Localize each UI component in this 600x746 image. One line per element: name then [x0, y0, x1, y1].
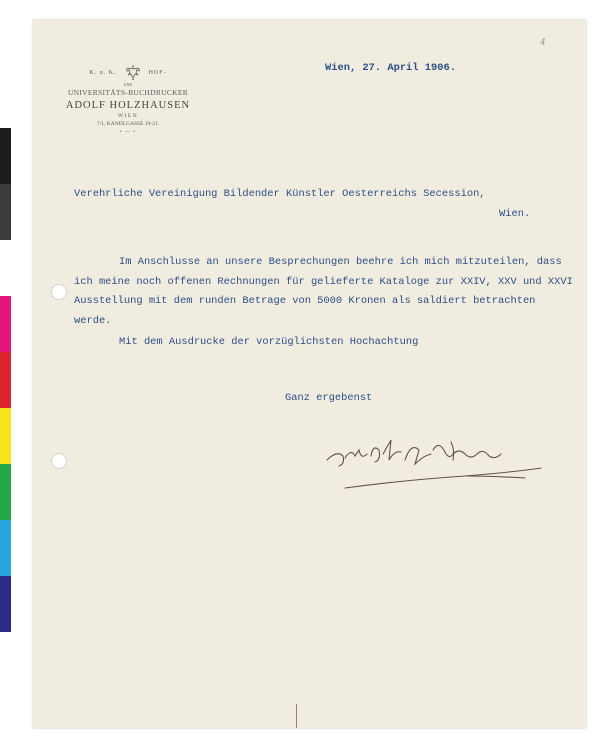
letterhead-ornament: • — • — [119, 130, 136, 135]
calibration-swatch — [0, 464, 11, 520]
paper-crease-mark — [295, 704, 298, 728]
color-calibration-strip — [0, 128, 11, 632]
body-line: ich meine noch offenen Rechnungen für gelieferte Kataloge zur XXIV, XXV und XXVI — [74, 276, 573, 288]
calibration-swatch — [0, 296, 11, 352]
letter-sheet — [33, 20, 586, 728]
pencil-annotation: 4 — [540, 38, 546, 48]
letterhead-city: WIEN — [117, 113, 139, 119]
double-eagle-crest-icon — [125, 64, 141, 81]
body-line: werde. — [74, 315, 112, 327]
calibration-swatch — [0, 128, 11, 184]
letterhead-address: 7/1, KANDLGASSE 19-21. — [96, 121, 160, 127]
handwritten-signature — [315, 420, 545, 492]
letter-date: Wien, 27. April 1906. — [325, 62, 456, 74]
body-line: Im Anschlusse an unsere Besprechungen beehre ich mich mitzuteilen, dass — [119, 256, 562, 268]
letterhead — [53, 64, 203, 135]
punch-hole-top — [51, 284, 67, 300]
letterhead-und: UND — [123, 82, 133, 87]
addressee: Verehrliche Vereinigung Bildender Künstler Oesterreichs Secession, — [74, 188, 486, 200]
calibration-swatch — [0, 184, 11, 240]
letterhead-kuk: K. u. K. — [89, 69, 117, 76]
body-line: Ausstellung mit dem runden Betrage von 5000 Kronen als saldiert betrachten — [74, 295, 536, 307]
letterhead-profession: UNIVERSITÄTS-BUCHDRUCKER — [67, 88, 189, 97]
closing-line: Mit dem Ausdrucke der vorzüglichsten Hochachtung — [119, 336, 419, 348]
calibration-swatch — [0, 576, 11, 632]
letterhead-title-row — [53, 64, 203, 81]
calibration-swatch — [0, 352, 11, 408]
calibration-swatch — [0, 240, 11, 296]
punch-hole-bottom — [51, 453, 67, 469]
addressee-city: Wien. — [499, 208, 531, 220]
regards-line: Ganz ergebenst — [285, 392, 373, 404]
calibration-swatch — [0, 408, 11, 464]
calibration-swatch — [0, 520, 11, 576]
letterhead-hof: HOF- — [148, 69, 167, 76]
letterhead-company: ADOLF HOLZHAUSEN — [65, 100, 191, 111]
